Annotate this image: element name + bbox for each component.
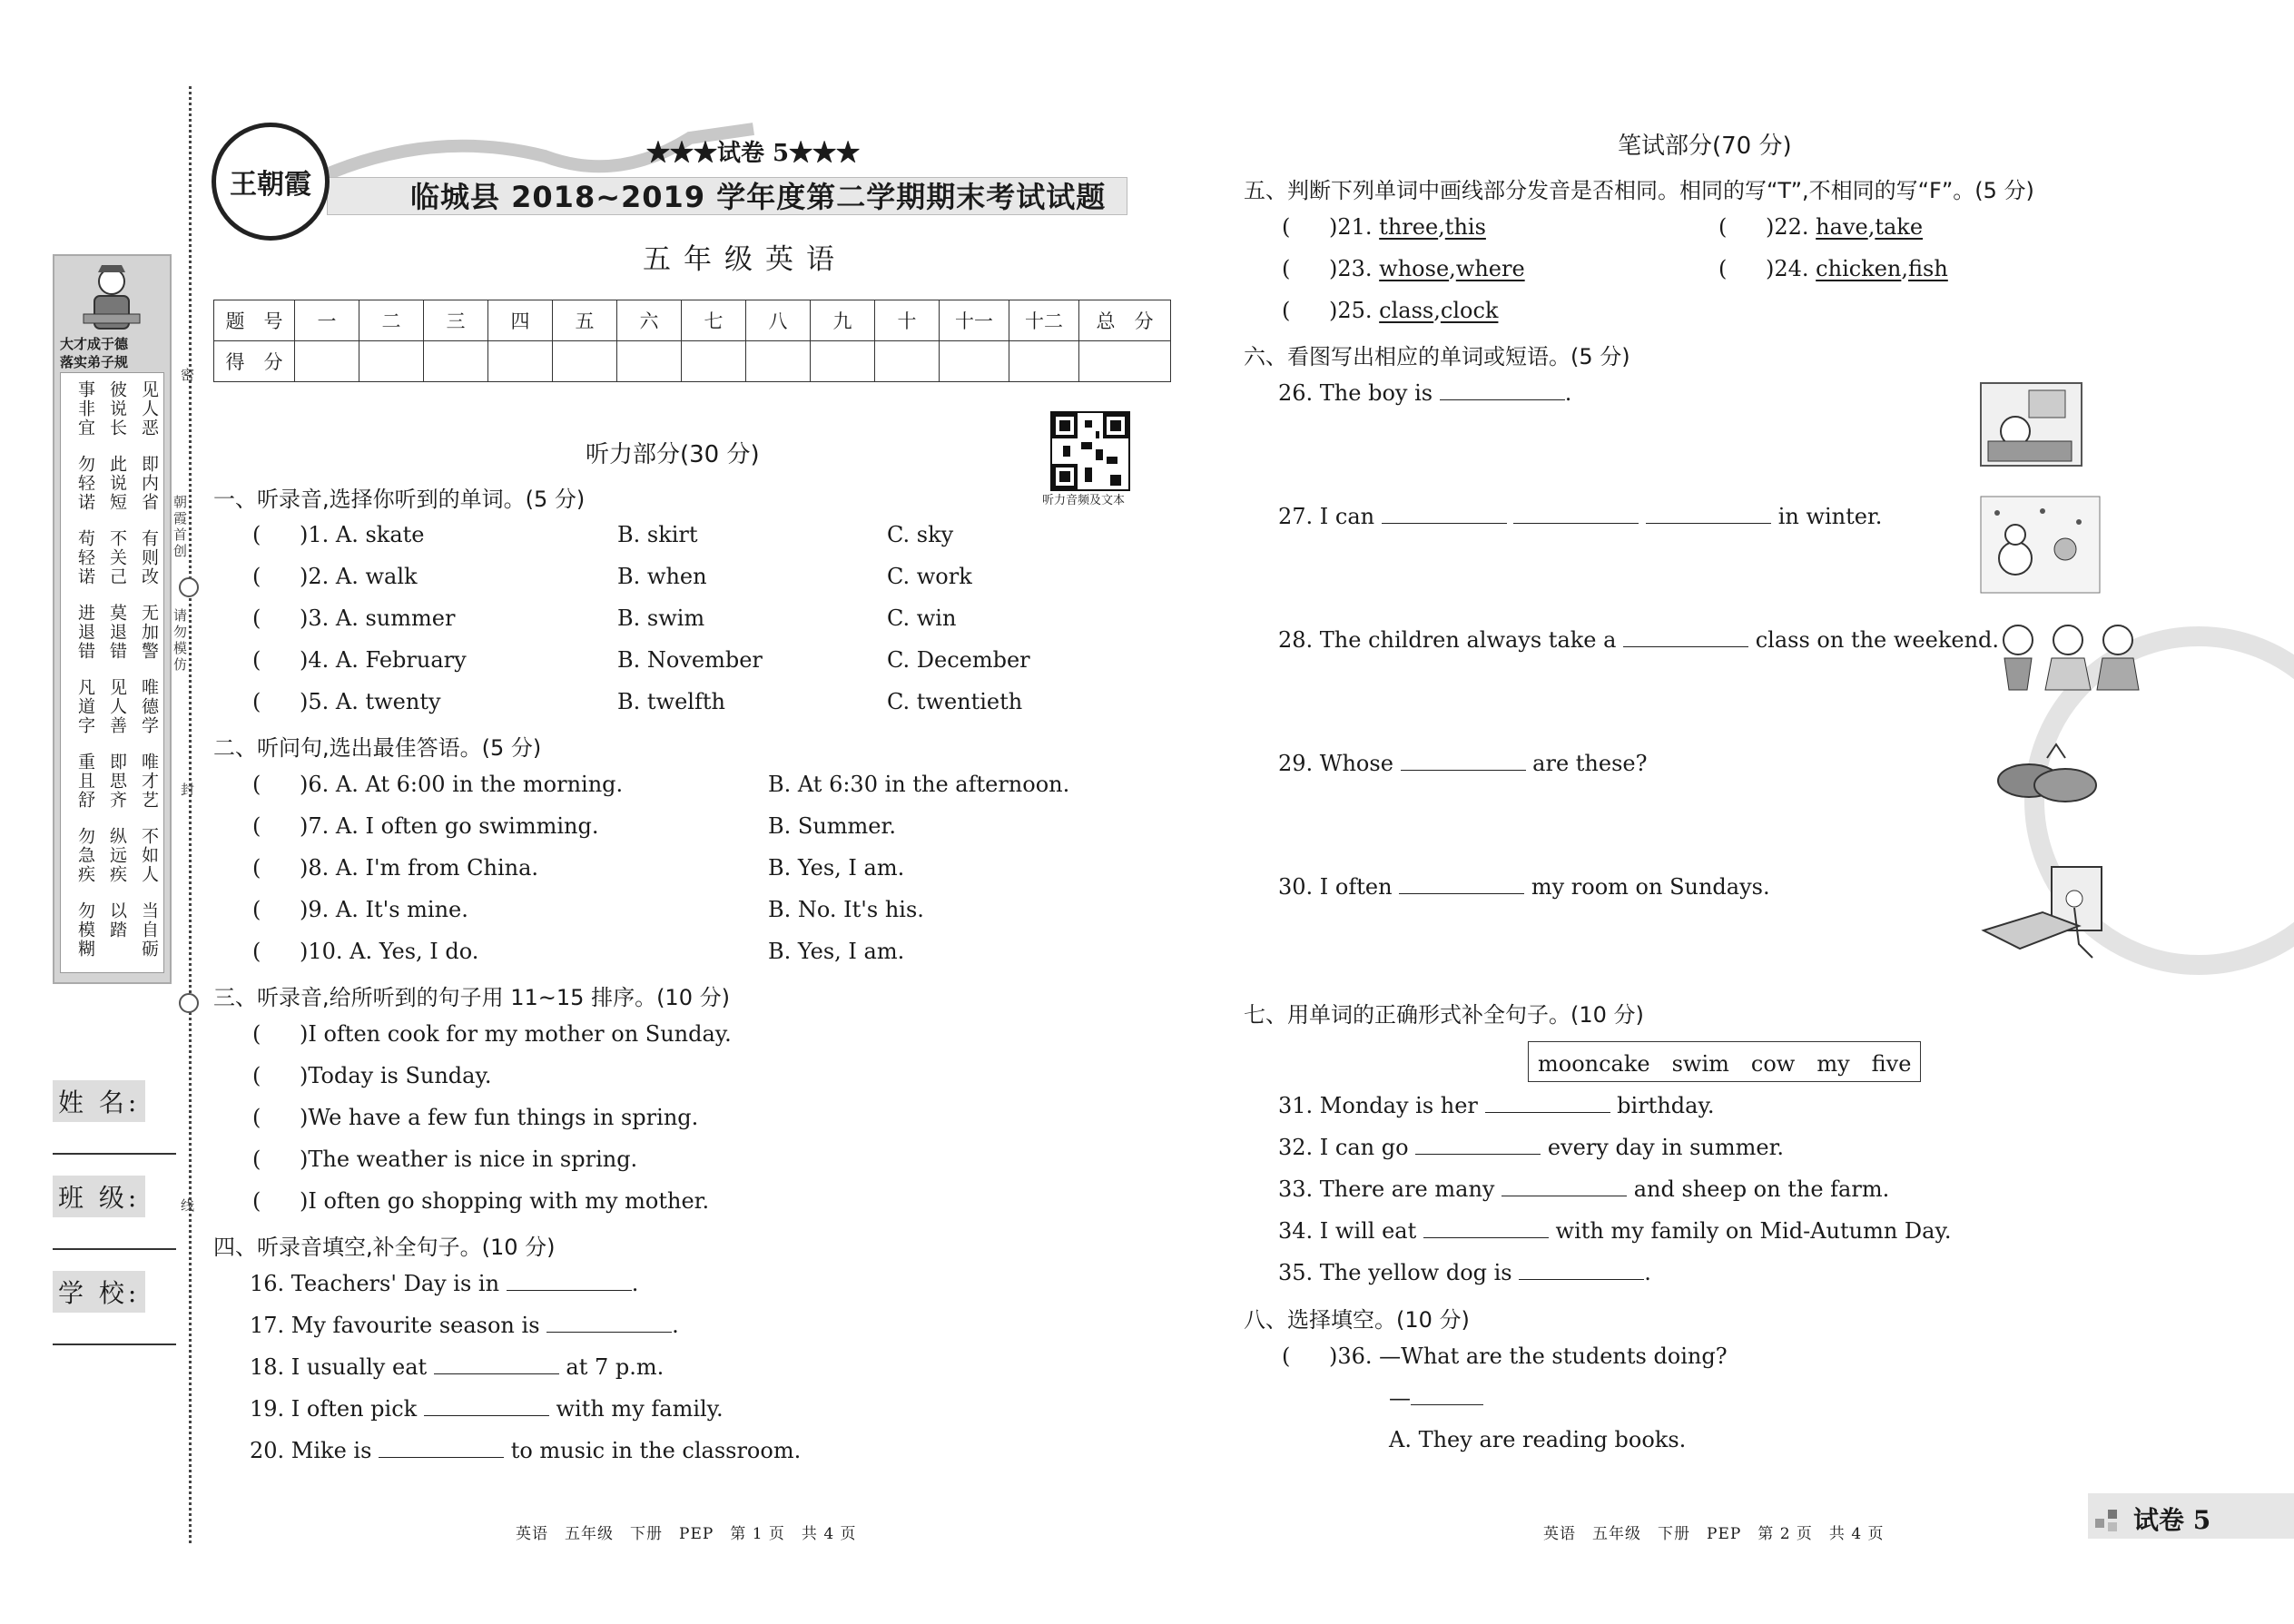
- motto-column: 唯才艺: [139, 753, 159, 810]
- list-item: ( )10. A. Yes, I do.: [252, 939, 479, 964]
- word-box: mooncake swim cow my five: [1528, 1041, 1921, 1082]
- motto-column: 进退错: [75, 604, 95, 661]
- table-cell: 十二: [1009, 300, 1079, 341]
- paper-number: ★★★试卷 5★★★: [646, 140, 861, 167]
- answer-blank[interactable]: [379, 1439, 504, 1458]
- table-cell: 一: [295, 300, 359, 341]
- answer-blank[interactable]: [1399, 875, 1524, 894]
- school-field[interactable]: [53, 1343, 176, 1345]
- motto-column: 苟轻诺: [75, 529, 95, 586]
- list-item: ( )Today is Sunday.: [252, 1063, 492, 1088]
- score-cell[interactable]: [940, 341, 1009, 382]
- answer-blank[interactable]: [1485, 1094, 1610, 1113]
- subject-title: 五年级英语: [643, 243, 847, 276]
- list-item: ( )8. A. I'm from China.: [252, 855, 539, 881]
- table-cell: 四: [488, 300, 553, 341]
- motto-column: 纵远疾: [107, 827, 127, 884]
- list-item: ( )5. A. twenty: [252, 689, 441, 714]
- exam-title: 临城县 2018~2019 学年度第二学期期末考试试题: [410, 180, 1107, 214]
- option-b: B. Summer.: [768, 813, 896, 839]
- section-1-heading: 一、听录音,选择你听到的单词。(5 分): [213, 487, 586, 512]
- list-item: 30. I often my room on Sundays.: [1278, 874, 1770, 900]
- list-item: ( )21. three,this: [1282, 214, 1486, 240]
- score-table: [213, 300, 1171, 382]
- table-cell: 九: [811, 300, 875, 341]
- list-item: ( )24. chicken,fish: [1718, 256, 1948, 281]
- page-footer-left: 英语 五年级 下册 PEP 第 1 页 共 4 页: [516, 1525, 857, 1543]
- option-c: C. work: [887, 564, 972, 589]
- punch-hole: [179, 993, 199, 1013]
- option-b: B. when: [617, 564, 707, 589]
- motto-column: 以踏: [107, 901, 127, 940]
- seal-mark-mi: 密: [179, 368, 195, 384]
- answer-dash-line: —: [1389, 1385, 1483, 1411]
- answer-blank[interactable]: [1382, 505, 1507, 524]
- motto-column: 彼说长: [107, 380, 127, 438]
- list-item: 18. I usually eat at 7 p.m.: [250, 1354, 665, 1380]
- children-dancing-picture-icon: [1986, 613, 2150, 717]
- seal-mark-xian: 线: [179, 1198, 195, 1215]
- table-cell: 三: [424, 300, 488, 341]
- vertical-note-1: 朝霞首创: [172, 495, 188, 560]
- seal-mark-feng: 封: [179, 782, 195, 799]
- table-cell: 十一: [940, 300, 1009, 341]
- written-title: 笔试部分(70 分): [1618, 133, 1792, 160]
- option-b: B. Yes, I am.: [768, 855, 905, 881]
- list-item: 20. Mike is to music in the classroom.: [250, 1438, 802, 1463]
- answer-blank[interactable]: [1440, 381, 1565, 400]
- sick-boy-picture-icon: [1979, 381, 2083, 468]
- list-item: ( )6. A. At 6:00 in the morning.: [252, 772, 624, 797]
- paper-tag: [2088, 1493, 2294, 1539]
- list-item: ( )2. A. walk: [252, 564, 418, 589]
- class-field[interactable]: [53, 1248, 176, 1250]
- motto-column: 唯德学: [139, 678, 159, 735]
- list-item: ( )I often cook for my mother on Sunday.: [252, 1021, 732, 1047]
- list-item: 34. I will eat with my family on Mid-Autumn Day.: [1278, 1218, 1952, 1244]
- list-item: ( )36. —What are the students doing?: [1282, 1343, 1728, 1369]
- option-a: A. They are reading books.: [1389, 1427, 1687, 1452]
- score-table-score-row: [214, 341, 1171, 382]
- score-cell[interactable]: [875, 341, 940, 382]
- option-c: C. December: [887, 647, 1030, 673]
- option-c: C. twentieth: [887, 689, 1023, 714]
- answer-blank[interactable]: [546, 1314, 672, 1333]
- score-cell[interactable]: [617, 341, 682, 382]
- answer-blank[interactable]: [1415, 1136, 1541, 1155]
- option-c: C. win: [887, 605, 957, 631]
- clean-room-picture-icon: [1979, 862, 2106, 967]
- score-cell[interactable]: [1079, 341, 1171, 382]
- motto-column: 凡道字: [75, 678, 95, 735]
- list-item: 19. I often pick with my family.: [250, 1396, 724, 1422]
- logo: [212, 123, 330, 241]
- list-item: 35. The yellow dog is .: [1278, 1260, 1651, 1285]
- list-item: 31. Monday is her birthday.: [1278, 1093, 1715, 1118]
- motto-column: 当自砺: [139, 901, 159, 959]
- table-cell: 八: [746, 300, 811, 341]
- option-b: B. At 6:30 in the afternoon.: [768, 772, 1070, 797]
- motto-header-1: 大才成于德: [60, 336, 129, 352]
- motto-column: 勿模糊: [75, 901, 95, 959]
- name-label: 姓 名:: [53, 1080, 145, 1122]
- option-b: B. No. It's his.: [768, 897, 924, 922]
- name-field[interactable]: [53, 1153, 176, 1155]
- answer-blank[interactable]: [1501, 1177, 1627, 1196]
- score-cell[interactable]: [359, 341, 424, 382]
- answer-blank[interactable]: [507, 1272, 632, 1291]
- list-item: 32. I can go every day in summer.: [1278, 1135, 1785, 1160]
- qr-caption: 听力音频及文本: [1042, 494, 1126, 507]
- table-cell: 六: [617, 300, 682, 341]
- score-cell[interactable]: [488, 341, 553, 382]
- list-item: ( )9. A. It's mine.: [252, 897, 468, 922]
- score-cell[interactable]: [553, 341, 617, 382]
- snow-play-picture-icon: [1979, 495, 2102, 595]
- section-7-heading: 七、用单词的正确形式补全句子。(10 分): [1244, 1002, 1644, 1028]
- motto-text-box: [60, 372, 164, 973]
- score-cell[interactable]: [1009, 341, 1079, 382]
- answer-blank[interactable]: [1519, 1261, 1644, 1280]
- option-b: B. twelfth: [617, 689, 725, 714]
- motto-column: 见人恶: [139, 380, 159, 438]
- logo-text: 王朝霞: [230, 169, 311, 201]
- list-item: 27. I can in winter.: [1278, 504, 1883, 529]
- school-label: 学 校:: [53, 1271, 145, 1313]
- motto-column: 莫退错: [107, 604, 127, 661]
- table-cell: 题 号: [214, 300, 295, 341]
- list-item: 26. The boy is .: [1278, 380, 1572, 406]
- table-cell: 十: [875, 300, 940, 341]
- motto-column: 有则改: [139, 529, 159, 586]
- section-2-heading: 二、听问句,选出最佳答语。(5 分): [213, 735, 542, 761]
- qr-code-icon[interactable]: [1050, 411, 1130, 491]
- class-label: 班 级:: [53, 1176, 145, 1217]
- table-cell: 二: [359, 300, 424, 341]
- option-b: B. skirt: [617, 522, 698, 547]
- list-item: ( )22. have,take: [1718, 214, 1924, 240]
- motto-column: 此说短: [107, 455, 127, 512]
- option-c: C. sky: [887, 522, 954, 547]
- binding-dotted-line: [189, 86, 192, 1543]
- motto-panel: [53, 254, 172, 984]
- score-table-header-row: [214, 300, 1171, 341]
- list-item: ( )I often go shopping with my mother.: [252, 1188, 710, 1214]
- list-item: ( )We have a few fun things in spring.: [252, 1105, 699, 1130]
- score-cell[interactable]: [295, 341, 359, 382]
- list-item: ( )1. A. skate: [252, 522, 425, 547]
- motto-column: 不如人: [139, 827, 159, 884]
- motto-header-2: 落实弟子规: [60, 354, 129, 370]
- motto-column: 重且舒: [75, 753, 95, 810]
- list-item: ( )The weather is nice in spring.: [252, 1147, 638, 1172]
- section-5-heading: 五、判断下列单词中画线部分发音是否相同。相同的写“T”,不相同的写“F”。(5 分): [1244, 178, 2034, 203]
- page-footer-right: 英语 五年级 下册 PEP 第 2 页 共 4 页: [1543, 1525, 1885, 1543]
- section-4-heading: 四、听录音填空,补全句子。(10 分): [213, 1235, 556, 1260]
- vertical-note-2: 请勿模仿: [172, 608, 188, 674]
- score-cell[interactable]: [682, 341, 746, 382]
- answer-blank[interactable]: [1401, 752, 1526, 771]
- list-item: ( )3. A. summer: [252, 605, 456, 631]
- motto-column: 不关己: [107, 529, 127, 586]
- motto-column: 勿轻诺: [75, 455, 95, 512]
- list-item: ( )7. A. I often go swimming.: [252, 813, 599, 839]
- answer-blank[interactable]: [1411, 1386, 1483, 1405]
- motto-column: 事非宜: [75, 380, 95, 438]
- answer-blank[interactable]: [1623, 628, 1748, 647]
- score-cell[interactable]: [811, 341, 875, 382]
- motto-column: 见人善: [107, 678, 127, 735]
- punch-hole: [179, 577, 199, 597]
- table-cell: 总 分: [1079, 300, 1171, 341]
- answer-blank[interactable]: [1646, 505, 1771, 524]
- section-3-heading: 三、听录音,给所听到的句子用 11~15 排序。(10 分): [213, 985, 730, 1010]
- option-b: B. swim: [617, 605, 705, 631]
- motto-column: 即内省: [139, 455, 159, 512]
- score-cell[interactable]: [746, 341, 811, 382]
- scholar-figure-icon: [80, 261, 143, 334]
- section-8-heading: 八、选择填空。(10 分): [1244, 1307, 1470, 1333]
- option-b: B. November: [617, 647, 763, 673]
- answer-blank[interactable]: [424, 1397, 549, 1416]
- score-cell[interactable]: [424, 341, 488, 382]
- list-item: 17. My favourite season is .: [250, 1313, 679, 1338]
- list-item: 29. Whose are these?: [1278, 751, 1648, 776]
- list-item: ( )25. class,clock: [1282, 298, 1499, 323]
- list-item: 28. The children always take a class on the weekend.: [1278, 627, 2000, 653]
- list-item: 16. Teachers' Day is in .: [250, 1271, 639, 1296]
- answer-blank[interactable]: [1423, 1219, 1549, 1238]
- motto-column: 无加警: [139, 604, 159, 661]
- list-item: 33. There are many and sheep on the farm.: [1278, 1176, 1890, 1202]
- option-b: B. Yes, I am.: [768, 939, 905, 964]
- carrots-picture-icon: [1993, 740, 2102, 812]
- answer-blank[interactable]: [1513, 505, 1639, 524]
- table-cell: 七: [682, 300, 746, 341]
- table-cell: 得 分: [214, 341, 295, 382]
- list-item: ( )23. whose,where: [1282, 256, 1525, 281]
- motto-column: 即思齐: [107, 753, 127, 810]
- motto-column: 勿急疾: [75, 827, 95, 884]
- answer-blank[interactable]: [434, 1355, 559, 1374]
- table-cell: 五: [553, 300, 617, 341]
- list-item: ( )4. A. February: [252, 647, 467, 673]
- paper-tag-label: 试卷 5: [2133, 1505, 2211, 1535]
- section-6-heading: 六、看图写出相应的单词或短语。(5 分): [1244, 344, 1630, 369]
- listening-title: 听力部分(30 分): [586, 441, 760, 468]
